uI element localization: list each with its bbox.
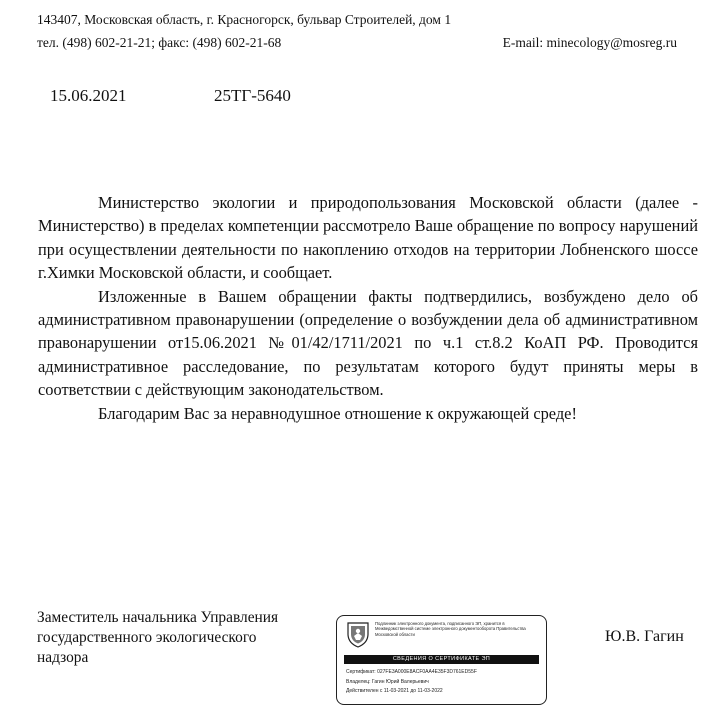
position-line: надзора [37, 649, 89, 666]
position-line: Заместитель начальника Управления [37, 609, 279, 626]
paragraph: Министерство экологии и природопользования Московской области (далее - Министерство) в пределах компетенции рассмотрело Ваше обращение по вопросу нарушений при осуществлении деятельности по накоплению отходов на территории Лобненского шоссе г.Химки Московской области, и сообщает. [38, 193, 698, 283]
document-date: 15.06.2021 [50, 86, 127, 105]
stamp-note: Подлинник электронного документа, подписанного ЭП, хранится в Межведомственной системе электронного документооборота Правительства Московской области [375, 621, 526, 637]
phone-fax: тел. (498) 602-21-21; факс: (498) 602-21-68 [37, 35, 282, 50]
stamp-header: СВЕДЕНИЯ О СЕРТИФИКАТЕ ЭП [344, 655, 539, 664]
email-address: E-mail: minecology@mosreg.ru [502, 35, 677, 50]
certificate-details [346, 668, 542, 697]
sender-contacts [37, 35, 677, 51]
signatory-name: Ю.В. Гагин [605, 628, 684, 645]
electronic-signature-stamp [336, 615, 547, 705]
signatory-position [37, 608, 337, 668]
position-line: государственного экологического [37, 629, 257, 646]
sender-address: 143407, Московская область, г. Красногорск, бульвар Строителей, дом 1 [37, 12, 452, 27]
paragraph: Благодарим Вас за неравнодушное отношение к окружающей среде! [98, 403, 577, 423]
paragraph: Изложенные в Вашем обращении факты подтвердились, возбуждено дело об административном правонарушении (определение о возбуждении дела об административном правонарушении от15.06.2021 №01/42/1711/2021 по ч.1 ст.8.2 КоАП РФ. Проводится административное расследование, по результатам которого будут приняты меры в соответствии с действующим законодательством. [38, 286, 698, 400]
letter-body [38, 191, 698, 425]
document-number: 25ТГ-5640 [214, 86, 291, 105]
certificate-id: Сертификат: 027FE3A000E8ACF0AA4E35F3D761ED55F [346, 669, 477, 675]
coat-of-arms-icon [346, 621, 370, 648]
certificate-owner: Владелец: Гагин Юрий Валерьевич [346, 678, 429, 685]
certificate-validity: Действителен с 11-03-2021 до 11-03-2022 [346, 688, 443, 694]
